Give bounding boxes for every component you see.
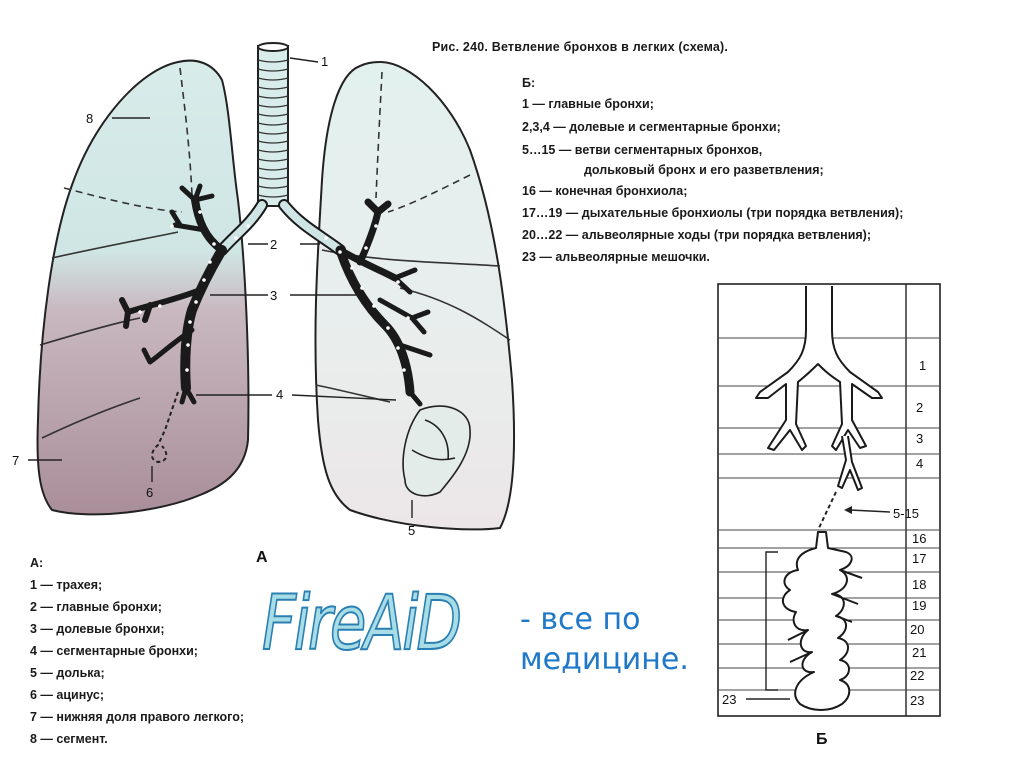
label-a-4: 4: [276, 387, 284, 402]
label-b-19: 19: [912, 598, 927, 613]
label-a-8: 8: [86, 111, 94, 126]
legend-a-item: 3 — долевые бронхи;: [30, 622, 165, 636]
label-b-3: 3: [916, 431, 924, 446]
label-b-4: 4: [916, 456, 924, 471]
legend-a-item: 4 — сегментарные бронхи;: [30, 644, 198, 658]
label-b-5-15: 5-15: [893, 506, 920, 521]
label-b-16: 16: [912, 531, 927, 546]
legend-b-item: 2,3,4 — долевые и сегментарные бронхи;: [522, 120, 781, 134]
label-b-17: 17: [912, 551, 927, 566]
trachea: [258, 43, 288, 206]
panel-a-letter: А: [256, 549, 268, 566]
label-b-23: 23: [910, 693, 925, 708]
watermark-tagline-2: медицине.: [520, 642, 689, 677]
label-a-3: 3: [270, 288, 278, 303]
legend-b-item: 20…22 — альвеолярные ходы (три порядка ветвления);: [522, 228, 872, 242]
legend-b-item: 16 — конечная бронхиола;: [522, 184, 688, 198]
watermark-tagline-1: - все по: [520, 602, 641, 637]
legend-a-item: 2 — главные бронхи;: [30, 600, 162, 614]
legend-a-item: 6 — ацинус;: [30, 688, 105, 702]
legend-b-item: 5…15 — ветви сегментарных бронхов,: [522, 143, 763, 157]
label-a-2: 2: [270, 237, 278, 252]
panel-b: [718, 284, 940, 748]
legend-a-item: 5 — долька;: [30, 666, 105, 680]
label-a-7: 7: [12, 453, 20, 468]
legend-a-item: 1 — трахея;: [30, 578, 103, 592]
label-a-5: 5: [408, 523, 416, 538]
label-b-22: 22: [910, 668, 925, 683]
watermark-brand: FireAiD: [262, 578, 460, 667]
legend-b-item: дольковый бронх и его разветвления;: [584, 163, 824, 177]
label-b-23-left: 23: [722, 692, 737, 707]
label-b-21: 21: [912, 645, 927, 660]
panel-a: [12, 43, 514, 566]
legend-a-item: 7 — нижняя доля правого легкого;: [30, 710, 245, 724]
panel-b-letter: Б: [816, 731, 828, 748]
legend-b-item: 17…19 — дыхательные бронхиолы (три порядка ветвления);: [522, 206, 904, 220]
figure-title: Рис. 240. Ветвление бронхов в легких (схема).: [432, 40, 729, 54]
legend-a-item: 8 — сегмент.: [30, 732, 108, 746]
legend-b-heading: Б:: [522, 76, 536, 90]
label-a-6: 6: [146, 485, 154, 500]
label-b-2: 2: [916, 400, 924, 415]
label-b-18: 18: [912, 577, 927, 592]
label-b-20: 20: [910, 622, 925, 637]
right-lung: [38, 61, 249, 515]
legend-b-item: 23 — альвеолярные мешочки.: [522, 250, 710, 264]
legend-b-item: 1 — главные бронхи;: [522, 97, 654, 111]
label-b-1: 1: [919, 358, 927, 373]
label-a-1: 1: [321, 54, 329, 69]
legend-a-heading: А:: [30, 556, 44, 570]
